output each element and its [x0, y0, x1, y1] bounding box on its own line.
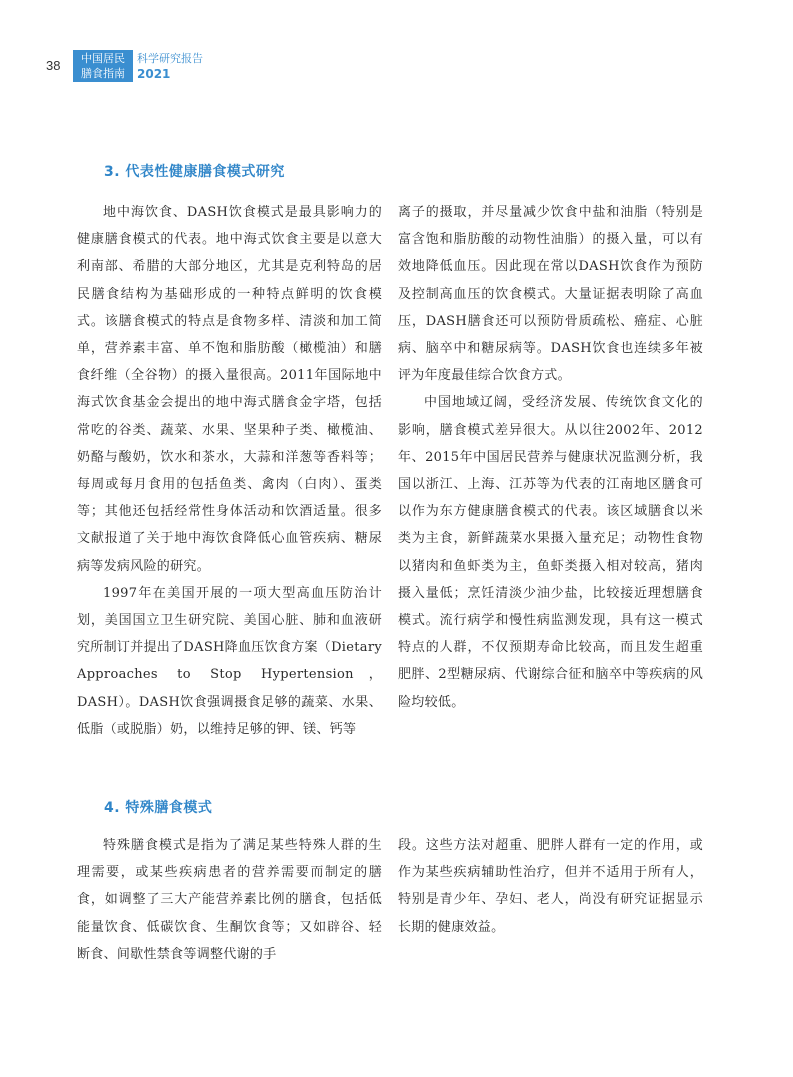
report-title: 科学研究报告	[137, 52, 203, 65]
logo-line2: 膳食指南	[81, 67, 125, 80]
section3-left-paragraph-2: 1997年在美国开展的一项大型高血压防治计划，美国国立卫生研究院、美国心脏、肺和血液研究所制订并提出了DASH降血压饮食方案（Dietary Approaches to Stop Hypertension，DASH）。DASH饮食强调摄食足够的蔬菜、水果、低脂（或脱脂）奶，以维持足够的钾、镁、钙等	[77, 585, 382, 737]
report-year: 2021	[137, 67, 171, 81]
section4-left-paragraph-1: 特殊膳食模式是指为了满足某些特殊人群的生理需要，或某些疾病患者的营养需要而制定的膳食，如调整了三大产能营养素比例的膳食，包括低能量饮食、低碳饮食、生酮饮食等；又如辟谷、轻断食、间歇性禁食等调整代谢的手	[77, 838, 382, 962]
logo-line1: 中国居民	[81, 52, 125, 65]
section3-right-column	[398, 199, 703, 716]
page-number: 38	[46, 58, 61, 73]
section4-right-paragraph-1: 段。这些方法对超重、肥胖人群有一定的作用，或作为某些疾病辅助性治疗，但并不适用于所有人，特别是青少年、孕妇、老人，尚没有研究证据显示长期的健康效益。	[398, 838, 703, 935]
section4-left-column	[77, 832, 382, 968]
section4-title: 4. 特殊膳食模式	[104, 800, 213, 816]
section3-right-paragraph-2: 中国地域辽阔，受经济发展、传统饮食文化的影响，膳食模式差异很大。从以往2002年、2012年、2015年中国居民营养与健康状况监测分析，我国以浙江、上海、江苏等为代表的江南地区膳食可以作为东方健康膳食模式的代表。该区域膳食以米类为主食，新鲜蔬菜水果摄入量充足；动物性食物以猪肉和鱼虾类为主，鱼虾类摄入相对较高，猪肉摄入量低；烹饪清淡少油少盐，比较接近理想膳食模式。流行病学和慢性病监测发现，具有这一模式特点的人群，不仅预期寿命比较高，而且发生超重肥胖、2型糖尿病、代谢综合征和脑卒中等疾病的风险均较低。	[398, 395, 703, 710]
section3-left-paragraph-1: 地中海饮食、DASH饮食模式是最具影响力的健康膳食模式的代表。地中海式饮食主要是以意大利南部、希腊的大部分地区，尤其是克利特岛的居民膳食结构为基础形成的一种特点鲜明的饮食模式。该膳食模式的特点是食物多样、清淡和加工简单，营养素丰富、单不饱和脂肪酸（橄榄油）和膳食纤维（全谷物）的摄入量很高。2011年国际地中海式饮食基金会提出的地中海式膳食金字塔，包括常吃的谷类、蔬菜、水果、坚果种子类、橄榄油、奶酪与酸奶，饮水和茶水，大蒜和洋葱等香料等；每周或每月食用的包括鱼类、禽肉（白肉）、蛋类等；其他还包括经常性身体活动和饮酒适量。很多文献报道了关于地中海饮食降低心血管疾病、糖尿病等发病风险的研究。	[77, 205, 382, 574]
section3-left-column	[77, 199, 382, 743]
report-header	[137, 51, 203, 82]
guideline-logo	[73, 50, 133, 82]
section3-right-paragraph-1: 离子的摄取，并尽量减少饮食中盐和油脂（特别是富含饱和脂肪酸的动物性油脂）的摄入量，可以有效地降低血压。因此现在常以DASH饮食作为预防及控制高血压的饮食模式。大量证据表明除了高血压，DASH膳食还可以预防骨质疏松、癌症、心脏病、脑卒中和糖尿病等。DASH饮食也连续多年被评为年度最佳综合饮食方式。	[398, 205, 703, 384]
section3-title: 3. 代表性健康膳食模式研究	[104, 164, 285, 180]
section4-right-column	[398, 832, 703, 941]
